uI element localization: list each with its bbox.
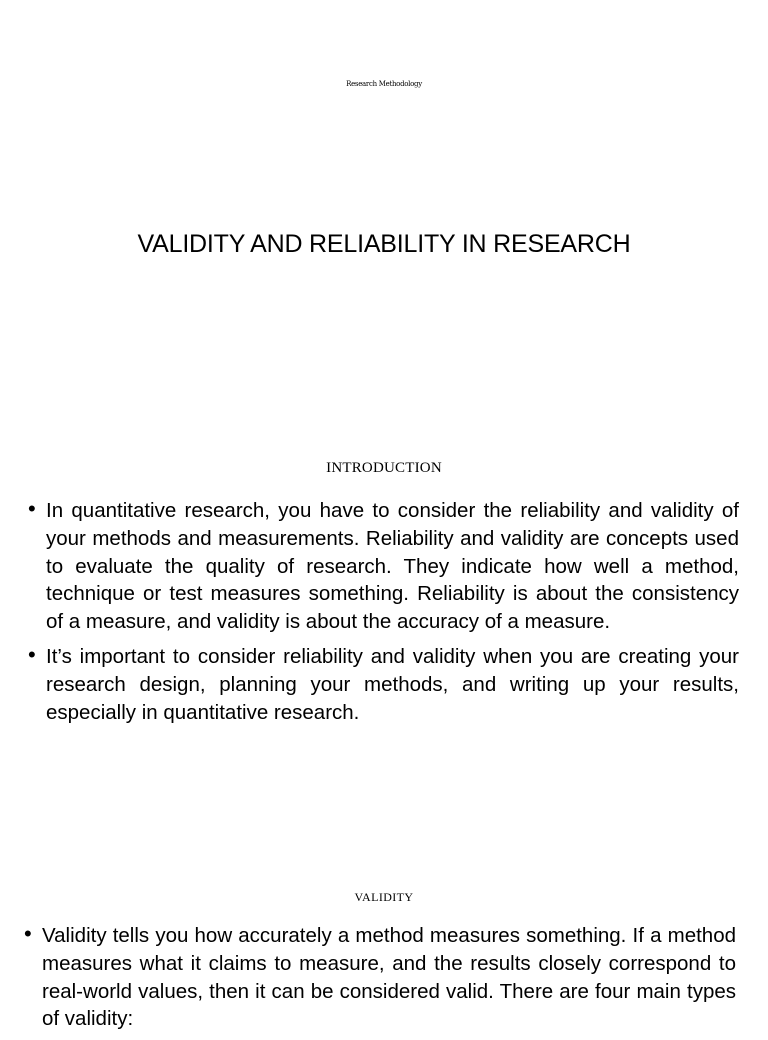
list-item-text: In quantitative research, you have to consider the reliability and validity of your methods and measurements. Reliability and validity are concepts used to evaluate the quality of research. They indicate how well a method, technique or test measures something. Reliability is about the consistency of a measure, and validity is about the accuracy of a measure.: [46, 499, 739, 634]
validity-list: [24, 922, 736, 1040]
header-note: Research Methodology: [346, 80, 422, 88]
bullet-icon: •: [28, 496, 36, 521]
introduction-list: [28, 497, 739, 733]
list-item: [28, 643, 739, 726]
introduction-heading: INTRODUCTION: [326, 460, 442, 476]
list-item: [28, 497, 739, 636]
validity-heading: VALIDITY: [354, 890, 414, 904]
bullet-icon: •: [28, 641, 36, 667]
list-item-text: Validity tells you how accurately a method measures something. If a method measures what it claims to measure, and the results closely correspond to real-world values, then it can be considered valid. There are four main types of validity:: [42, 924, 736, 1031]
document-title: VALIDITY AND RELIABILITY IN RESEARCH: [137, 230, 631, 258]
list-item: [24, 922, 736, 1033]
bullet-icon: •: [24, 921, 32, 946]
list-item-text: It’s important to consider reliability and validity when you are creating your research design, planning your methods, and writing up your results, especially in quantitative research.: [46, 644, 739, 724]
